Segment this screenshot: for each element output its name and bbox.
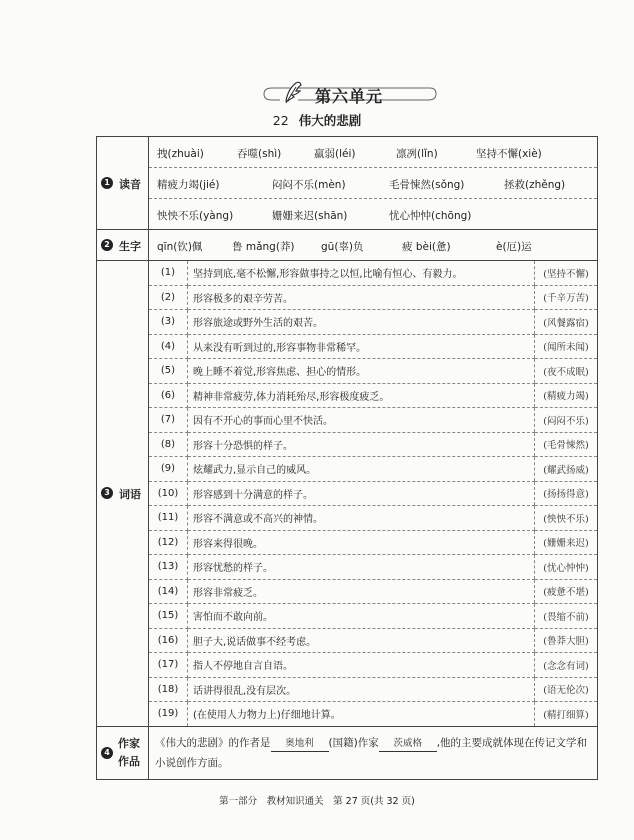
vocab-answer: (姗姗来迟) [535, 530, 598, 555]
reading-item: 姗姗来迟(shān) [272, 210, 348, 222]
lesson-number: 22 [272, 113, 289, 128]
vocab-row [149, 432, 597, 457]
vocab-index: (3) [149, 310, 188, 335]
section-badge: 4 [101, 747, 113, 759]
vocab-definition: 形容十分恐惧的样子。 [188, 432, 535, 457]
vocab-answer: (怏怏不乐) [535, 506, 598, 531]
vocab-index: (8) [149, 432, 188, 457]
vocab-definition: 从来没有听到过的,形容事物非常稀罕。 [188, 334, 535, 359]
reading-item: 吞噬(shì) [237, 148, 282, 160]
author-text-1: 《伟大的悲剧》的作者是 [155, 736, 271, 749]
reading-content [149, 137, 598, 230]
reading-item: 怏怏不乐(yàng) [157, 210, 234, 222]
vocab-definition: 坚持到底,毫不松懈,形容做事持之以恒,比喻有恒心、有毅力。 [188, 261, 535, 285]
vocab-index: (18) [149, 677, 188, 702]
vocab-section [97, 261, 598, 727]
vocab-index: (7) [149, 408, 188, 433]
vocab-definition: 形容旅途或野外生活的艰苦。 [188, 310, 535, 335]
vocab-definition: 形容非常疲乏。 [188, 579, 535, 604]
vocab-answer: (语无伦次) [535, 677, 598, 702]
reading-item: 羸弱(léi) [314, 148, 356, 160]
vocab-row [149, 530, 597, 555]
vocab-answer: (千辛万苦) [535, 285, 598, 310]
vocab-row [149, 628, 597, 653]
author-category [97, 726, 149, 779]
author-label-line1: 作家 [118, 736, 140, 750]
author-section [97, 726, 598, 779]
author-label [118, 735, 140, 771]
vocab-label: 词语 [119, 488, 141, 502]
vocab-index: (17) [149, 653, 188, 678]
chars-section [97, 230, 598, 261]
vocab-row [149, 408, 597, 433]
vocab-index: (5) [149, 359, 188, 384]
vocab-index: (12) [149, 530, 188, 555]
vocab-answer: (精疲力竭) [535, 383, 598, 408]
reading-item: 精疲力竭(jié) [157, 179, 220, 191]
vocab-row [149, 579, 597, 604]
reading-label: 读音 [119, 178, 141, 191]
author-text-3: ,他的主要成就体现在传记文学和小说创作方面。 [155, 736, 588, 769]
bookmark-feather-icon [282, 79, 304, 105]
char-item: 鲁 mǎng(莽) [232, 241, 295, 253]
reading-item: 忧心忡忡(chōng) [389, 210, 472, 222]
vocab-row [149, 359, 597, 384]
vocab-definition: 精神非常疲劳,体力消耗殆尽,形容极度疲乏。 [188, 383, 535, 408]
vocab-answer: (风餐露宿) [535, 310, 598, 335]
vocab-row [149, 604, 597, 629]
chars-content [149, 230, 598, 261]
nationality-answer: 奥地利 [271, 737, 329, 752]
char-item: 疲 bèi(惫) [402, 241, 451, 253]
vocab-definition: 形容不满意或不高兴的神情。 [188, 506, 535, 531]
vocab-answer: (耀武扬威) [535, 457, 598, 482]
author-text [149, 729, 597, 777]
vocab-definition: 形容感到十分满意的样子。 [188, 481, 535, 506]
chars-category [97, 230, 149, 261]
vocab-row [149, 261, 597, 285]
vocab-definition: (在使用人力物力上)仔细地计算。 [193, 710, 341, 722]
vocab-answer: (念念有词) [535, 653, 598, 678]
section-badge: 1 [101, 177, 113, 189]
vocab-index: (15) [149, 604, 188, 629]
vocab-row [149, 555, 597, 580]
reading-item: 闷闷不乐(mèn) [272, 179, 346, 191]
vocab-index: (1) [149, 261, 188, 285]
vocab-row [149, 702, 597, 726]
char-item: è(厄)运 [496, 241, 532, 253]
reading-item: 拯救(zhěng) [504, 179, 566, 191]
reading-row [149, 137, 597, 168]
vocab-definition: 晚上睡不着觉,形容焦虑、担心的情形。 [188, 359, 535, 384]
vocab-answer: (精打细算) [535, 702, 598, 726]
author-name-answer: 茨威格 [379, 737, 437, 752]
section-badge: 3 [101, 487, 113, 499]
vocab-answer: (疲惫不堪) [535, 579, 598, 604]
reading-item: 毛骨悚然(sǒng) [389, 179, 465, 191]
vocab-definition: 指人不停地自言自语。 [188, 653, 535, 678]
vocab-answer: (畏缩不前) [535, 604, 598, 629]
vocab-row [149, 310, 597, 335]
vocab-category [97, 261, 149, 727]
vocab-row [149, 457, 597, 482]
vocab-answer: (鲁莽大胆) [535, 628, 598, 653]
reading-row [149, 168, 597, 199]
vocab-index: (11) [149, 506, 188, 531]
reading-item: 拽(zhuài) [157, 148, 204, 160]
chars-label: 生字 [119, 240, 141, 253]
vocab-index: (9) [149, 457, 188, 482]
vocab-index: (6) [149, 383, 188, 408]
vocab-row [149, 506, 597, 531]
vocab-index: (14) [149, 579, 188, 604]
vocab-row [149, 677, 597, 702]
vocab-index: (10) [149, 481, 188, 506]
vocab-definition: 话讲得很乱,没有层次。 [188, 677, 535, 702]
vocab-definition: 因有不开心的事而心里不快活。 [188, 408, 535, 433]
vocab-index: (13) [149, 555, 188, 580]
lesson-name: 伟大的悲剧 [298, 113, 362, 128]
page-footer: 第一部分 教材知识通关 第 27 页(共 32 页) [219, 796, 415, 807]
chars-row [149, 230, 597, 260]
char-item: gū(辜)负 [321, 241, 364, 253]
reading-row [149, 199, 597, 229]
vocab-answer: (坚持不懈) [535, 261, 598, 285]
vocab-index: (19) [149, 702, 188, 726]
vocab-definition: 胆子大,说话做事不经考虑。 [188, 628, 535, 653]
vocab-index: (16) [149, 628, 188, 653]
knowledge-table [96, 136, 598, 780]
reading-section [97, 137, 598, 230]
vocab-row [149, 383, 597, 408]
vocab-definition: 形容来得很晚。 [188, 530, 535, 555]
unit-title: 第六单元 [315, 87, 384, 106]
section-badge: 2 [101, 239, 113, 251]
vocab-content [149, 261, 598, 727]
vocab-row [149, 285, 597, 310]
author-content [149, 726, 598, 779]
vocab-index: (4) [149, 334, 188, 359]
author-label-line2: 作品 [118, 754, 140, 768]
vocab-definition: 形容忧愁的样子。 [188, 555, 535, 580]
vocab-definition: 炫耀武力,显示自己的威风。 [188, 457, 535, 482]
vocab-answer: (夜不成眠) [535, 359, 598, 384]
reading-category [97, 137, 149, 230]
vocab-row [149, 653, 597, 678]
vocab-table [149, 261, 597, 726]
vocab-row [149, 481, 597, 506]
reading-item: 坚持不懈(xiè) [476, 148, 542, 160]
char-item: qīn(钦)佩 [157, 241, 203, 253]
vocab-row [149, 334, 597, 359]
vocab-answer: (闻所未闻) [535, 334, 598, 359]
vocab-index: (2) [149, 285, 188, 310]
lesson-title [0, 111, 634, 129]
vocab-definition: 形容极多的艰辛劳苦。 [188, 285, 535, 310]
author-text-2: (国籍)作家 [328, 736, 379, 749]
vocab-answer: (忧心忡忡) [535, 555, 598, 580]
vocab-answer: (毛骨悚然) [535, 432, 598, 457]
vocab-answer: (闷闷不乐) [535, 408, 598, 433]
vocab-answer: (扬扬得意) [535, 481, 598, 506]
vocab-definition: 害怕而不敢向前。 [188, 604, 535, 629]
reading-item: 凛冽(lǐn) [396, 148, 438, 160]
